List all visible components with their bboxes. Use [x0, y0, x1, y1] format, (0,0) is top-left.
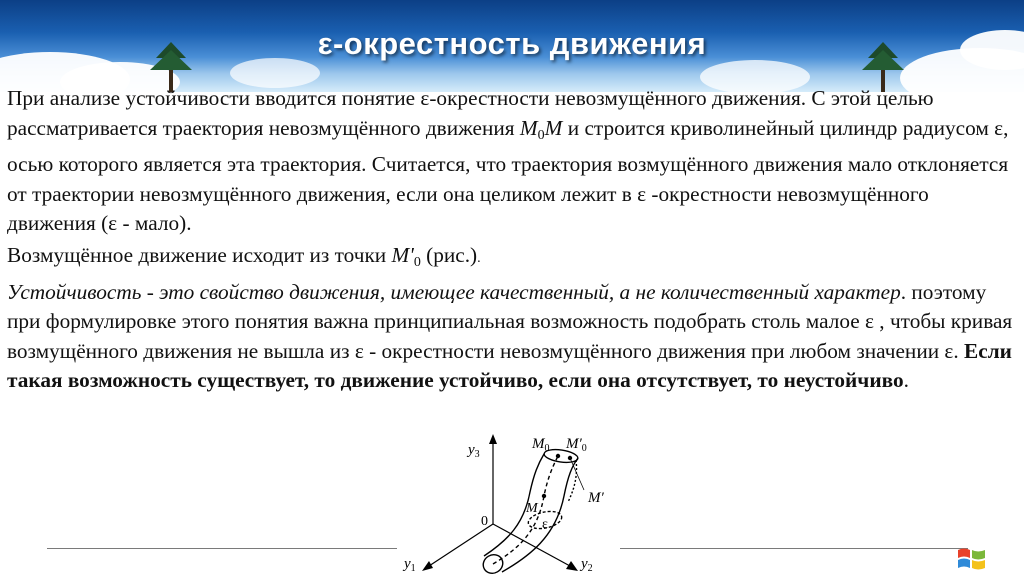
- arrow-icon: [422, 561, 433, 571]
- text-run: Возмущённое движение исходит из точки: [7, 242, 392, 267]
- subscript: 0: [537, 127, 545, 143]
- point-M0: [556, 454, 560, 458]
- windows-flag-logo-icon: [956, 546, 988, 572]
- y2-label: $y_2$: [581, 556, 593, 574]
- arrow-icon: [566, 561, 578, 571]
- M0-prime-label: $M'_0$: [566, 436, 587, 454]
- point-M: [542, 494, 546, 498]
- text-run: (рис.): [420, 242, 478, 267]
- symbol-M: M: [544, 115, 563, 140]
- italic-text: Устойчивость - это свойство движения, имеющее качественный, а не количественный характер: [7, 279, 901, 304]
- epsilon-neighborhood-figure: [398, 432, 628, 574]
- text-run: При анализе устойчивости вводится понятие ε-окрестности невозмущённого движения. С этой целью рассматривается траектория невозмущённого движения: [7, 86, 934, 140]
- bold-text: Если такая возможность существует, то движение устойчиво, если она отсутствует, то неустойчиво: [7, 338, 1012, 393]
- text-run: . поэтому при формулировке этого понятия важна принципиальная возможность подобрать столь малое ε , чтобы кривая возмущённого движения не вышла из ε - окрестности невозмущённого движения при любом значении ε.: [7, 279, 1013, 363]
- slide-header: [0, 0, 1024, 92]
- text-run: .: [477, 250, 481, 266]
- y1-label: $y_1$: [404, 556, 416, 574]
- origin-label: 0: [481, 514, 488, 529]
- M-label: M: [526, 501, 538, 516]
- leader-line: [570, 458, 584, 490]
- text-run: .: [903, 368, 909, 393]
- y3-label: $y_3$: [468, 442, 480, 460]
- slide-title: ε-окрестность движения: [317, 26, 707, 61]
- arrow-icon: [489, 434, 497, 444]
- paragraph: [7, 84, 1017, 239]
- text-run: и строится криволинейный цилиндр радиусом ε, осью которого является эта траектория. Считается, что траектория возмущённого движения мало отклоняется от траектории невозмущённого движения, если она целиком лежит в ε -окрестности невозмущённого движения (ε - мало).: [7, 115, 1009, 236]
- symbol-M-prime: M': [391, 242, 414, 267]
- subscript: 0: [413, 254, 421, 270]
- M-prime-label: M′: [588, 490, 604, 506]
- body-text: [7, 84, 1017, 396]
- epsilon-label: ε: [542, 517, 548, 532]
- paragraph: [7, 241, 1017, 278]
- y1-axis: [429, 524, 493, 566]
- divider-line: [47, 548, 397, 549]
- paragraph: [7, 278, 1017, 396]
- symbol-M: M: [519, 115, 538, 140]
- divider-line: [620, 548, 968, 549]
- M0-label: $M_0$: [532, 436, 550, 454]
